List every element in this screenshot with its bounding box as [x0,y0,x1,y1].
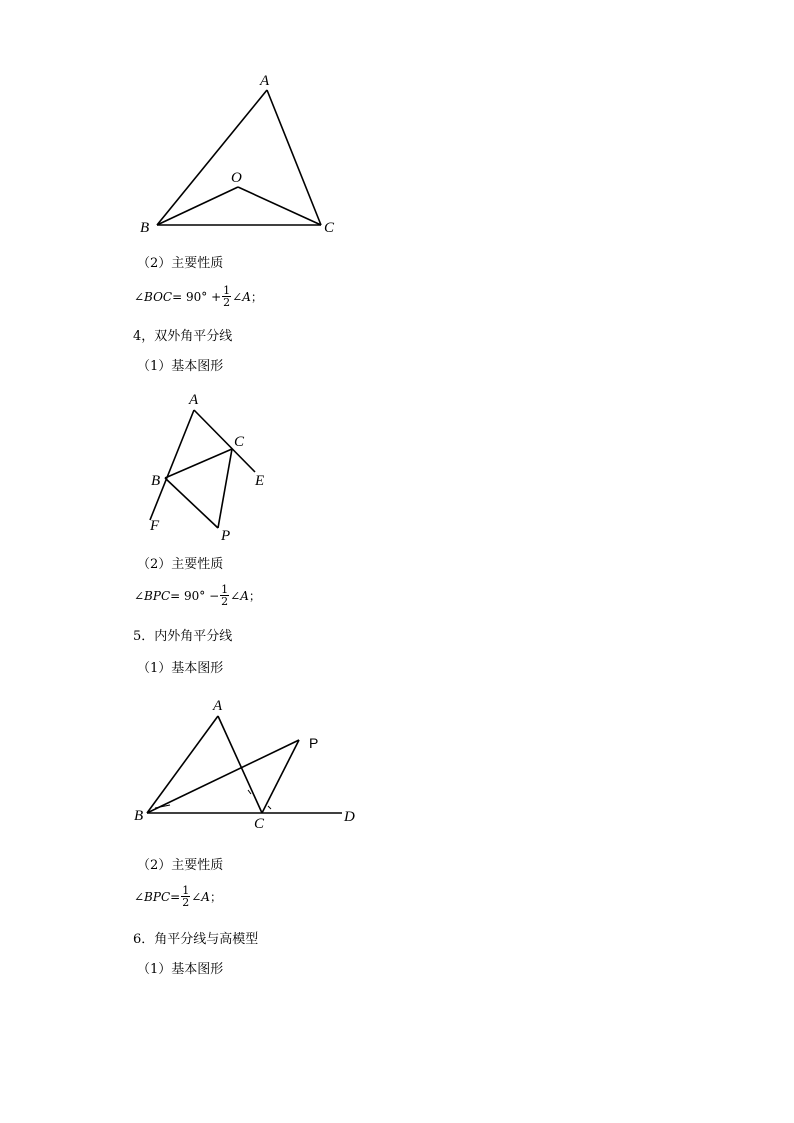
sec5-property-heading: （2）主要性质 [137,858,224,873]
label-d: D [344,809,355,825]
formula-bpc-exterior: ∠BPC = 90° − $\frac{1}{2}$ ∠A ； [134,583,261,608]
sec4-basic-figure: （1）基本图形 [137,359,224,374]
label-o: O [231,170,242,186]
sec5-basic-figure: （1）基本图形 [137,661,224,676]
label-e: E [255,473,265,489]
label-b: B [134,808,144,824]
label-a: A [260,73,270,89]
label-a: A [189,392,199,408]
label-f: F [150,518,160,534]
sec4-title: 4，双外角平分线 [133,329,233,344]
label-b: B [151,473,161,489]
label-p: P [309,735,319,751]
sec5-title: 5．内外角平分线 [133,629,233,644]
sec6-title: 6．角平分线与高模型 [133,932,259,947]
label-b: B [140,220,150,236]
label-p: P [221,528,231,544]
label-c: C [254,816,265,832]
sec4-property-heading: （2）主要性质 [137,557,224,572]
label-c: C [234,434,245,450]
label-a: A [213,698,223,714]
sec3-property-heading: （2）主要性质 [137,256,224,271]
formula-bpc-interior-exterior: ∠BPC = $\frac{1}{2}$ ∠A ； [134,884,222,909]
label-c: C [324,220,335,236]
sec6-basic-figure: （1）基本图形 [137,962,224,977]
formula-boc: ∠BOC = 90° + $\frac{1}{2}$ ∠A ； [134,284,263,309]
